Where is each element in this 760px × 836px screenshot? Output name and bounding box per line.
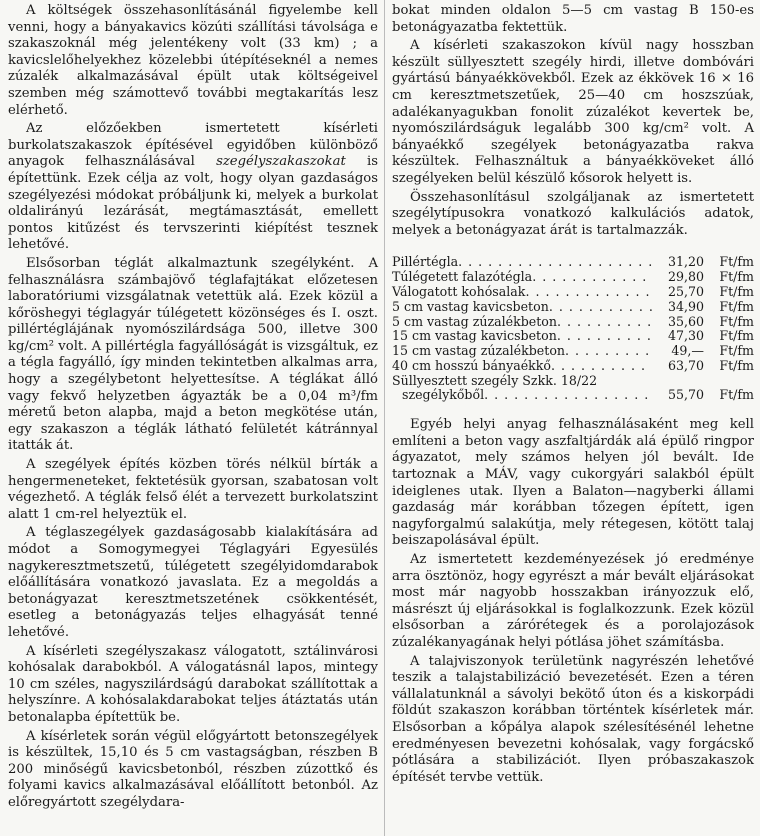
price-row: [392, 300, 754, 315]
item-name: szegélykőből: [402, 387, 485, 403]
item-price: 49,—: [671, 343, 704, 359]
price-row: [392, 270, 754, 285]
price-row: [392, 329, 754, 344]
item-unit: Ft/fm: [719, 313, 754, 329]
emphasized-term: szegélyszakaszokat: [216, 154, 346, 170]
item-name: Válogatott kohósalak: [392, 283, 526, 299]
paragraph: A szegélyek építés közben törés nélkül bírták a hengermeneteket, fektetésük gyorsan, szabatosan volt végezhető. A téglák felső élét a tervezett burkolatszint alatt 1 cm-rel helyeztük el.: [8, 457, 378, 522]
item-unit: Ft/fm: [719, 387, 754, 403]
item-price: 63,70: [667, 357, 704, 373]
item-name: Pillértégla: [392, 254, 459, 270]
paragraph: A kísérleti szegélyszakasz válogatott, sztálinvárosi kohósalak darabokból. A válogatásnál lapos, mintegy 10 cm széles, nagyszilárdságú darabokat szállítottak a helyszínre. A kohósalakdarabokat teljes átáztatás után betonalapba építettük be.: [8, 643, 378, 725]
item-unit: Ft/fm: [719, 357, 754, 373]
item-price: 29,80: [667, 269, 704, 285]
price-row: [392, 359, 754, 374]
right-column: [392, 3, 754, 788]
price-row: [392, 388, 754, 403]
paragraph: [8, 121, 378, 254]
item-unit: Ft/fm: [719, 283, 754, 299]
item-name: Süllyesztett szegély Szkk. 18/22: [392, 372, 598, 388]
item-name: 40 cm hosszú bányaékkő: [392, 357, 551, 373]
item-name: 5 cm vastag zúzalékbeton: [392, 313, 558, 329]
item-price: 34,90: [667, 298, 704, 314]
paragraph: Egyéb helyi anyag felhasználásaként meg kell említeni a beton vagy aszfaltjárdák alá épülő ringpor ágyazatot, mely számos helyen jól bevált. Ide tartoznak a MÁV, vagy cukorgyári salakból épült ideiglenes utak. Ilyen a Balaton—nagyberki állami gazdaság már korábban tőzegen épített, igen nagyforgalmú salakútja, mely rétegesen, kötött talaj beiszapolásával épült.: [392, 417, 754, 549]
item-price: 35,60: [667, 313, 704, 329]
price-row: [392, 315, 754, 330]
item-name: Túlégetett falazótégla: [392, 269, 533, 285]
price-row: [392, 344, 754, 359]
item-unit: Ft/fm: [719, 298, 754, 314]
item-price: 31,20: [667, 254, 704, 270]
paragraph: Elsősorban téglát alkalmaztunk szegélyként. A felhasználásra számbajövő téglafajtákat előzetesen laboratóriumi vizsgálatnak vetettük alá. Ezek közül a kőröshegyi téglagyár túlégetett közönséges és I. oszt. pillértéglájának nyomószilárdsága 500, illetve 300 kg/cm² volt. A pillértégla fagyállóságát is vizsgáltuk, ez a tégla fagyálló, így minden tekintetben alkalmas arra, hogy a szegélybetont helyettesítse. A téglákat álló vagy fekvő helyzetben ágyazták be a 0,04 m³/fm méretű beton alapba, majd a beton megkötése után, egy szakaszon a téglák látható felületét kátránnyal itatták át.: [8, 255, 378, 454]
paragraph: A téglaszegélyek gazdaságosabb kialakítására ad módot a Somogymegyei Téglagyári Egyesülés nagykeresztmetszetű, túlégetett szegélyidomdarabok előállítására vonatkozó javaslata. Ez a megoldás a betonágyazat keresztmetszetének csökkentését, esetleg a betonágyazás teljes elhagyását tenné lehetővé.: [8, 525, 378, 640]
price-row: [392, 374, 754, 389]
item-unit: Ft/fm: [719, 343, 754, 359]
item-price: 25,70: [667, 283, 704, 299]
item-price: 55,70: [667, 387, 704, 403]
item-unit: Ft/fm: [719, 328, 754, 344]
price-table: [392, 255, 754, 403]
paragraph: A talajviszonyok területünk nagyrészén lehetővé teszik a talajstabilizáció bevezetését. Ezen a téren vállalatunknál a sávolyi bekötő úton és a kiskorpádi földút szakaszon korábban történtek kísérletek már. Elsősorban a kőpálya alapok szélesítésénél lehetne eredményesen bevezetni kohósalak, vagy forgácskő pótlására a stabilizációt. Ilyen próbaszakaszok építését tervbe vettük.: [392, 653, 754, 785]
price-row: [392, 285, 754, 300]
price-row: [392, 255, 754, 270]
text-run: is építettünk. Ezek célja az volt, hogy olyan gazdaságos szegélyezési módokat próbáljunk ki, melyek a burkolat oldalirányú lezárását, megtámasztását, emellett pontos kitűzést és tervszerinti kiépítést tesznek lehetővé.: [8, 154, 378, 253]
item-price: 47,30: [667, 328, 704, 344]
column-divider: [384, 0, 385, 836]
paragraph: A kísérleti szakaszokon kívül nagy hosszban készült süllyesztett szegély hirdi, illetve dombóvári gyártású bányaékkövekből. Ezek az ékkövek 16 × 16 cm keresztmetszetűek, 25—40 cm hoszszúak, adalékanyagukban fonolit zúzalékot kevertek be, nyomószilárdságuk legalább 300 kg/cm² volt. A bányaékkő szegélyek betonágyazatba rakva készültek. Felhasználtuk a bányaékköveket álló szegélyeken belül készülő kősorok helyett is.: [392, 38, 754, 186]
paragraph: A kísérletek során végül előgyártott betonszegélyek is készültek, 15,10 és 5 cm vastagságban, részben B 200 minőségű kavicsbetonból, részben zúzottkő és folyami kavics alkalmazásával előállított betonból. Az előregyártott szegélydara-: [8, 728, 378, 810]
text-run: Az előzőekben ismertetett kísérleti burkolatszakaszok építésével egyidőben különböző anyagok felhasználásával: [8, 121, 378, 170]
item-name: 5 cm vastag kavicsbeton: [392, 298, 549, 314]
item-name: 15 cm vastag kavicsbeton: [392, 328, 557, 344]
item-unit: Ft/fm: [719, 269, 754, 285]
paragraph: Összehasonlításul szolgáljanak az ismertetett szegélytípusokra vonatkozó kalkulációs adatok, melyek a betonágyazat árát is tartalmazzák.: [392, 189, 754, 238]
item-name: 15 cm vastag zúzalékbeton: [392, 343, 566, 359]
item-unit: Ft/fm: [719, 254, 754, 270]
paragraph: Az ismertetett kezdeményezések jó eredménye arra ösztönöz, hogy egyrészt a már bevált eljárásokat most már nagyobb hosszakban irányozzuk elő, másrészt új eljárásokkal is foglalkozzunk. Ezek közül elsősorban a zárórétegek és a porolajozások zúzalékanyagának helyi pótlása jöhet számításba.: [392, 552, 754, 650]
paragraph: A költségek összehasonlításánál figyelembe kell venni, hogy a bányakavics közúti szállítási távolsága e szakaszoknál még jelentékeny volt (33 km) ; a kavicslelőhelyekhez közelebbi útépítéseknél a nemes zúzalék alkalmazásával épült utak költségeivel szemben még számottevő további megtakarítás lesz elérhető.: [8, 3, 378, 118]
paragraph: bokat minden oldalon 5—5 cm vastag B 150-es betonágyazatba fektettük.: [392, 3, 754, 35]
left-column: [8, 3, 378, 814]
